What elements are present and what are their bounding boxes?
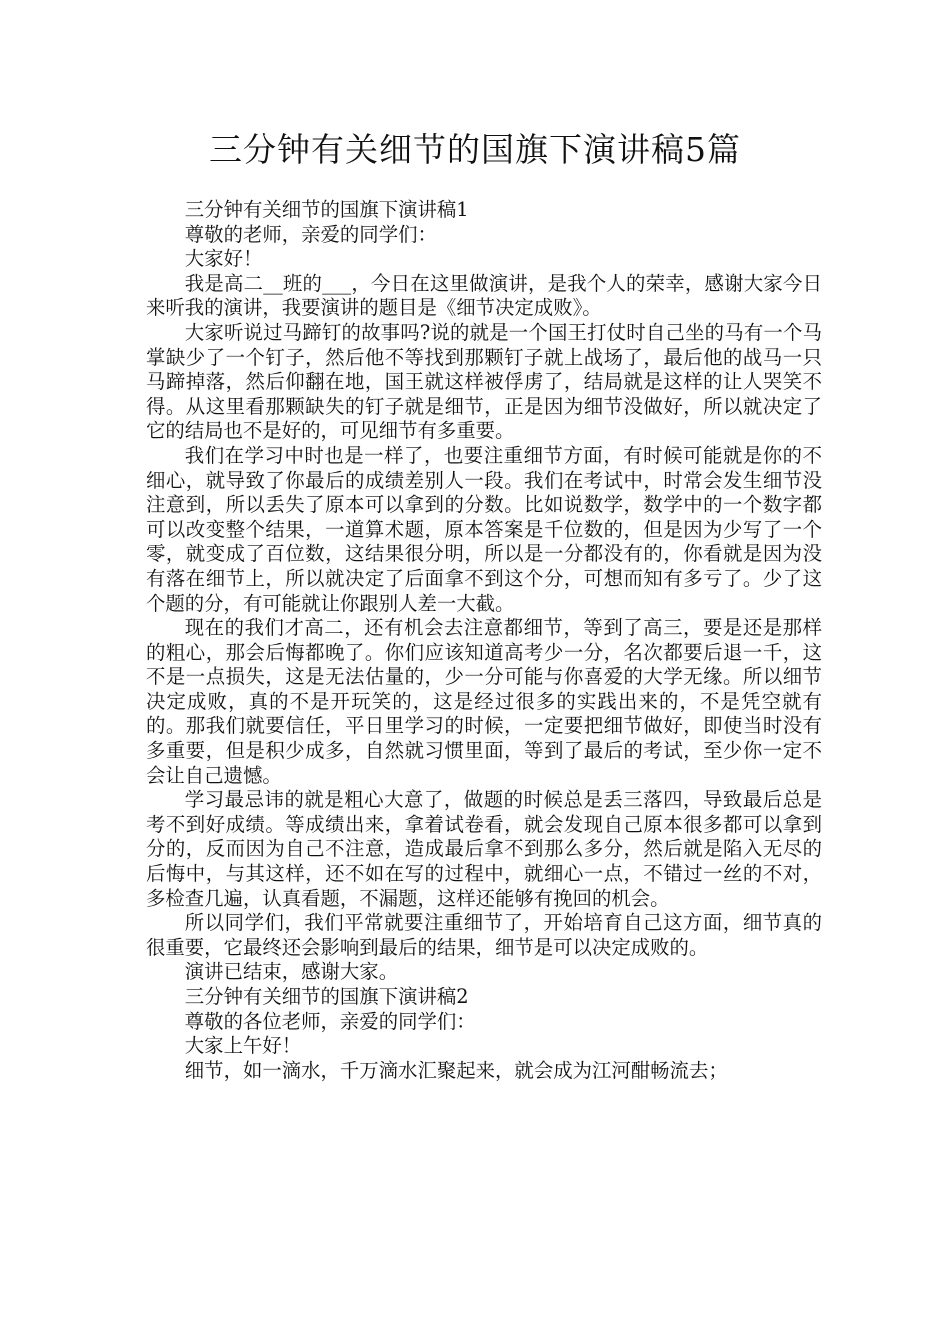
document-body (146, 198, 822, 1083)
paragraph: 我们在学习中时也是一样了，也要注重细节方面，有时候可能就是你的不细心，就导致了你最后的成绩差别人一段。我们在考试中，时常会发生细节没注意到，所以丢失了原本可以拿到的分数。比如说数学，数学中的一个数字都可以改变整个结果，一道算术题，原本答案是千位数的，但是因为少写了一个零，就变成了百位数，这结果很分明，所以是一分都没有的，你看就是因为没有落在细节上，所以就决定了后面拿不到这个分，可想而知有多亏了。少了这个题的分，有可能就让你跟别人差一大截。 (146, 443, 822, 615)
paragraph: 三分钟有关细节的国旗下演讲稿2 (184, 985, 469, 1008)
paragraph: 现在的我们才高二，还有机会去注意都细节，等到了高三，要是还是那样的粗心，那会后悔都晚了。你们应该知道高考少一分，名次都要后退一千，这不是一点损失，这是无法估量的，少一分可能与你喜爱的大学无缘。所以细节决定成败，真的不是开玩笑的，这是经过很多的实践出来的，不是凭空就有的。那我们就要信任，平日里学习的时候，一定要把细节做好，即使当时没有多重要，但是积少成多，自然就习惯里面，等到了最后的考试，至少你一定不会让自己遗憾。 (146, 616, 822, 787)
paragraph: 三分钟有关细节的国旗下演讲稿1 (184, 198, 469, 221)
paragraph: 所以同学们，我们平常就要注重细节了，开始培育自己这方面，细节真的很重要，它最终还会影响到最后的结果，细节是可以决定成败的。 (146, 911, 822, 959)
paragraph: 大家上午好！ (184, 1034, 302, 1058)
paragraph: 尊敬的各位老师，亲爱的同学们： (184, 1009, 476, 1033)
paragraph: 演讲已结束，感谢大家。 (184, 960, 399, 984)
paragraph: 细节，如一滴水，千万滴水汇聚起来，就会成为江河酣畅流去； (184, 1058, 728, 1082)
paragraph: 尊敬的老师，亲爱的同学们： (184, 222, 437, 246)
paragraph: 我是高二__班的___，今日在这里做演讲，是我个人的荣幸，感谢大家今日来听我的演讲，我要演讲的题目是《细节决定成败》。 (146, 271, 822, 320)
document-title: 三分钟有关细节的国旗下演讲稿5篇 (209, 130, 741, 169)
paragraph: 大家好！ (184, 247, 263, 271)
paragraph: 大家听说过马蹄钉的故事吗?说的就是一个国王打仗时自己坐的马有一个马掌缺少了一个钉子，然后他不等找到那颗钉子就上战场了，最后他的战马一只马蹄掉落，然后仰翻在地，国王就这样被俘虏了，结局就是这样的让人哭笑不得。从这里看那颗缺失的钉子就是细节，正是因为细节没做好，所以就决定了它的结局也不是好的，可见细节有多重要。 (146, 320, 822, 443)
paragraph: 学习最忌讳的就是粗心大意了，做题的时候总是丢三落四，导致最后总是考不到好成绩。等成绩出来，拿着试卷看，就会发现自己原本很多都可以拿到分的，反而因为自己不注意，造成最后拿不到那么多分，然后就是陷入无尽的后悔中，与其这样，还不如在写的过程中，就细心一点，不错过一丝的不对，多检查几遍，认真看题，不漏题，这样还能够有挽回的机会。 (146, 788, 822, 910)
